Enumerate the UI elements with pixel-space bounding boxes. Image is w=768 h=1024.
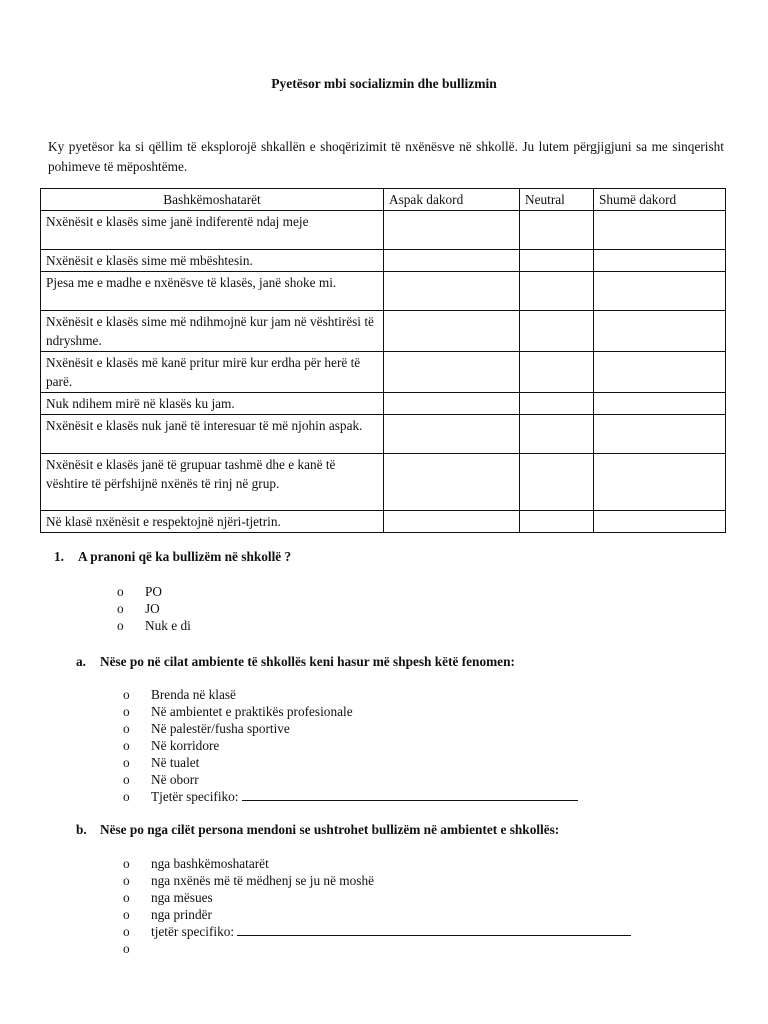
circle-bullet-icon: o: [123, 907, 130, 922]
circle-bullet-icon: o: [123, 873, 130, 888]
answer-cell-agree[interactable]: [594, 311, 726, 352]
table-row: [41, 311, 726, 352]
option-label: Në ambientet e praktikës profesionale: [151, 704, 353, 719]
answer-cell-neutral[interactable]: [520, 511, 594, 533]
option-label: JO: [145, 601, 160, 616]
answer-cell-disagree[interactable]: [384, 250, 520, 272]
answer-cell-neutral[interactable]: [520, 272, 594, 311]
header-peers: Bashkëmoshatarët: [41, 189, 384, 211]
table-row: [41, 272, 726, 311]
circle-bullet-icon: o: [123, 755, 130, 770]
table-row: [41, 250, 726, 272]
question-text: Nëse po nga cilët persona mendoni se ushtrohet bullizëm në ambientet e shkollës:: [100, 822, 560, 837]
option-label: tjetër specifiko:: [151, 924, 238, 939]
option-label: Në oborr: [151, 772, 199, 787]
answer-cell-agree[interactable]: [594, 393, 726, 415]
answer-cell-agree[interactable]: [594, 511, 726, 533]
statement-cell: Nxënësit e klasës janë të grupuar tashmë dhe e kanë të vështire të përfshijnë nxënës të rinj në grup.: [41, 454, 384, 511]
header-disagree: Aspak dakord: [384, 189, 520, 211]
option-label: Nuk e di: [145, 618, 191, 633]
table-row: [41, 393, 726, 415]
option-label: nga mësues: [151, 890, 213, 905]
answer-cell-disagree[interactable]: [384, 211, 520, 250]
circle-bullet-icon: o: [123, 890, 130, 905]
question-number: b.: [76, 822, 87, 837]
table-row: [41, 454, 726, 511]
answer-cell-neutral[interactable]: [520, 415, 594, 454]
option-label: PO: [145, 584, 162, 599]
option-label: Në korridore: [151, 738, 220, 753]
document-title: Pyetësor mbi socializmin dhe bullizmin: [271, 76, 497, 91]
answer-cell-neutral[interactable]: [520, 454, 594, 511]
question-text: A pranoni që ka bullizëm në shkollë ?: [78, 549, 292, 564]
answer-cell-agree[interactable]: [594, 352, 726, 393]
answer-cell-agree[interactable]: [594, 211, 726, 250]
circle-bullet-icon: o: [123, 687, 130, 702]
circle-bullet-icon: o: [123, 789, 130, 804]
answer-cell-neutral[interactable]: [520, 211, 594, 250]
table-header-row: [41, 189, 726, 211]
statement-cell: Pjesa me e madhe e nxënësve të klasës, janë shoke mi.: [41, 272, 384, 311]
option-label: nga bashkëmoshatarët: [151, 856, 269, 871]
question-text: Nëse po në cilat ambiente të shkollës keni hasur më shpesh këtë fenomen:: [100, 654, 515, 669]
statement-cell: Në klasë nxënësit e respektojnë njëri-tjetrin.: [41, 511, 384, 533]
question-number: 1.: [54, 549, 64, 564]
statement-cell: Nxënësit e klasës sime më mbështesin.: [41, 250, 384, 272]
answer-cell-disagree[interactable]: [384, 393, 520, 415]
option-label: Brenda në klasë: [151, 687, 236, 702]
answer-cell-disagree[interactable]: [384, 511, 520, 533]
option-label: Në tualet: [151, 755, 200, 770]
answer-cell-neutral[interactable]: [520, 250, 594, 272]
circle-bullet-icon: o: [123, 856, 130, 871]
answer-cell-disagree[interactable]: [384, 415, 520, 454]
circle-bullet-icon: o: [117, 584, 124, 599]
question-a: [76, 654, 515, 670]
table-row: [41, 352, 726, 393]
table-row: [41, 415, 726, 454]
answer-cell-neutral[interactable]: [520, 393, 594, 415]
circle-bullet-icon: o: [123, 941, 130, 956]
answer-cell-disagree[interactable]: [384, 454, 520, 511]
answer-cell-agree[interactable]: [594, 415, 726, 454]
intro-paragraph: Ky pyetësor ka si qëllim të eksplorojë shkallën e shoqërizimit të nxënësve në shkollë. Ju lutem përgjigjuni sa me sinqerisht pohimeve të mëposhtëme.: [48, 139, 724, 174]
circle-bullet-icon: o: [123, 721, 130, 736]
circle-bullet-icon: o: [123, 772, 130, 787]
question-b: [76, 822, 559, 838]
option-label: Tjetër specifiko:: [151, 789, 242, 804]
statement-cell: Nxënësit e klasës sime më ndihmojnë kur jam në vështirësi të ndryshme.: [41, 311, 384, 352]
circle-bullet-icon: o: [123, 924, 130, 939]
circle-bullet-icon: o: [117, 618, 124, 633]
answer-cell-neutral[interactable]: [520, 311, 594, 352]
answer-cell-disagree[interactable]: [384, 311, 520, 352]
circle-bullet-icon: o: [123, 738, 130, 753]
statement-cell: Nuk ndihem mirë në klasës ku jam.: [41, 393, 384, 415]
answer-cell-agree[interactable]: [594, 272, 726, 311]
answer-cell-disagree[interactable]: [384, 352, 520, 393]
header-neutral: Neutral: [520, 189, 594, 211]
question-1: [54, 549, 291, 565]
answer-cell-disagree[interactable]: [384, 272, 520, 311]
option-label: nga nxënës më të mëdhenj se ju në moshë: [151, 873, 375, 888]
specify-blank-line[interactable]: [242, 788, 578, 801]
answer-cell-agree[interactable]: [594, 250, 726, 272]
statement-cell: Nxënësit e klasës nuk janë të interesuar të më njohin aspak.: [41, 415, 384, 454]
specify-blank-line[interactable]: [237, 923, 631, 936]
circle-bullet-icon: o: [117, 601, 124, 616]
answer-cell-neutral[interactable]: [520, 352, 594, 393]
option-label: nga prindër: [151, 907, 212, 922]
circle-bullet-icon: o: [123, 704, 130, 719]
option-label: Në palestër/fusha sportive: [151, 721, 290, 736]
header-agree: Shumë dakord: [594, 189, 726, 211]
survey-table: [40, 188, 726, 533]
question-number: a.: [76, 654, 86, 669]
table-row: [41, 211, 726, 250]
statement-cell: Nxënësit e klasës më kanë pritur mirë kur erdha për herë të parë.: [41, 352, 384, 393]
answer-cell-agree[interactable]: [594, 454, 726, 511]
table-row: [41, 511, 726, 533]
statement-cell: Nxënësit e klasës sime janë indiferentë ndaj meje: [41, 211, 384, 250]
